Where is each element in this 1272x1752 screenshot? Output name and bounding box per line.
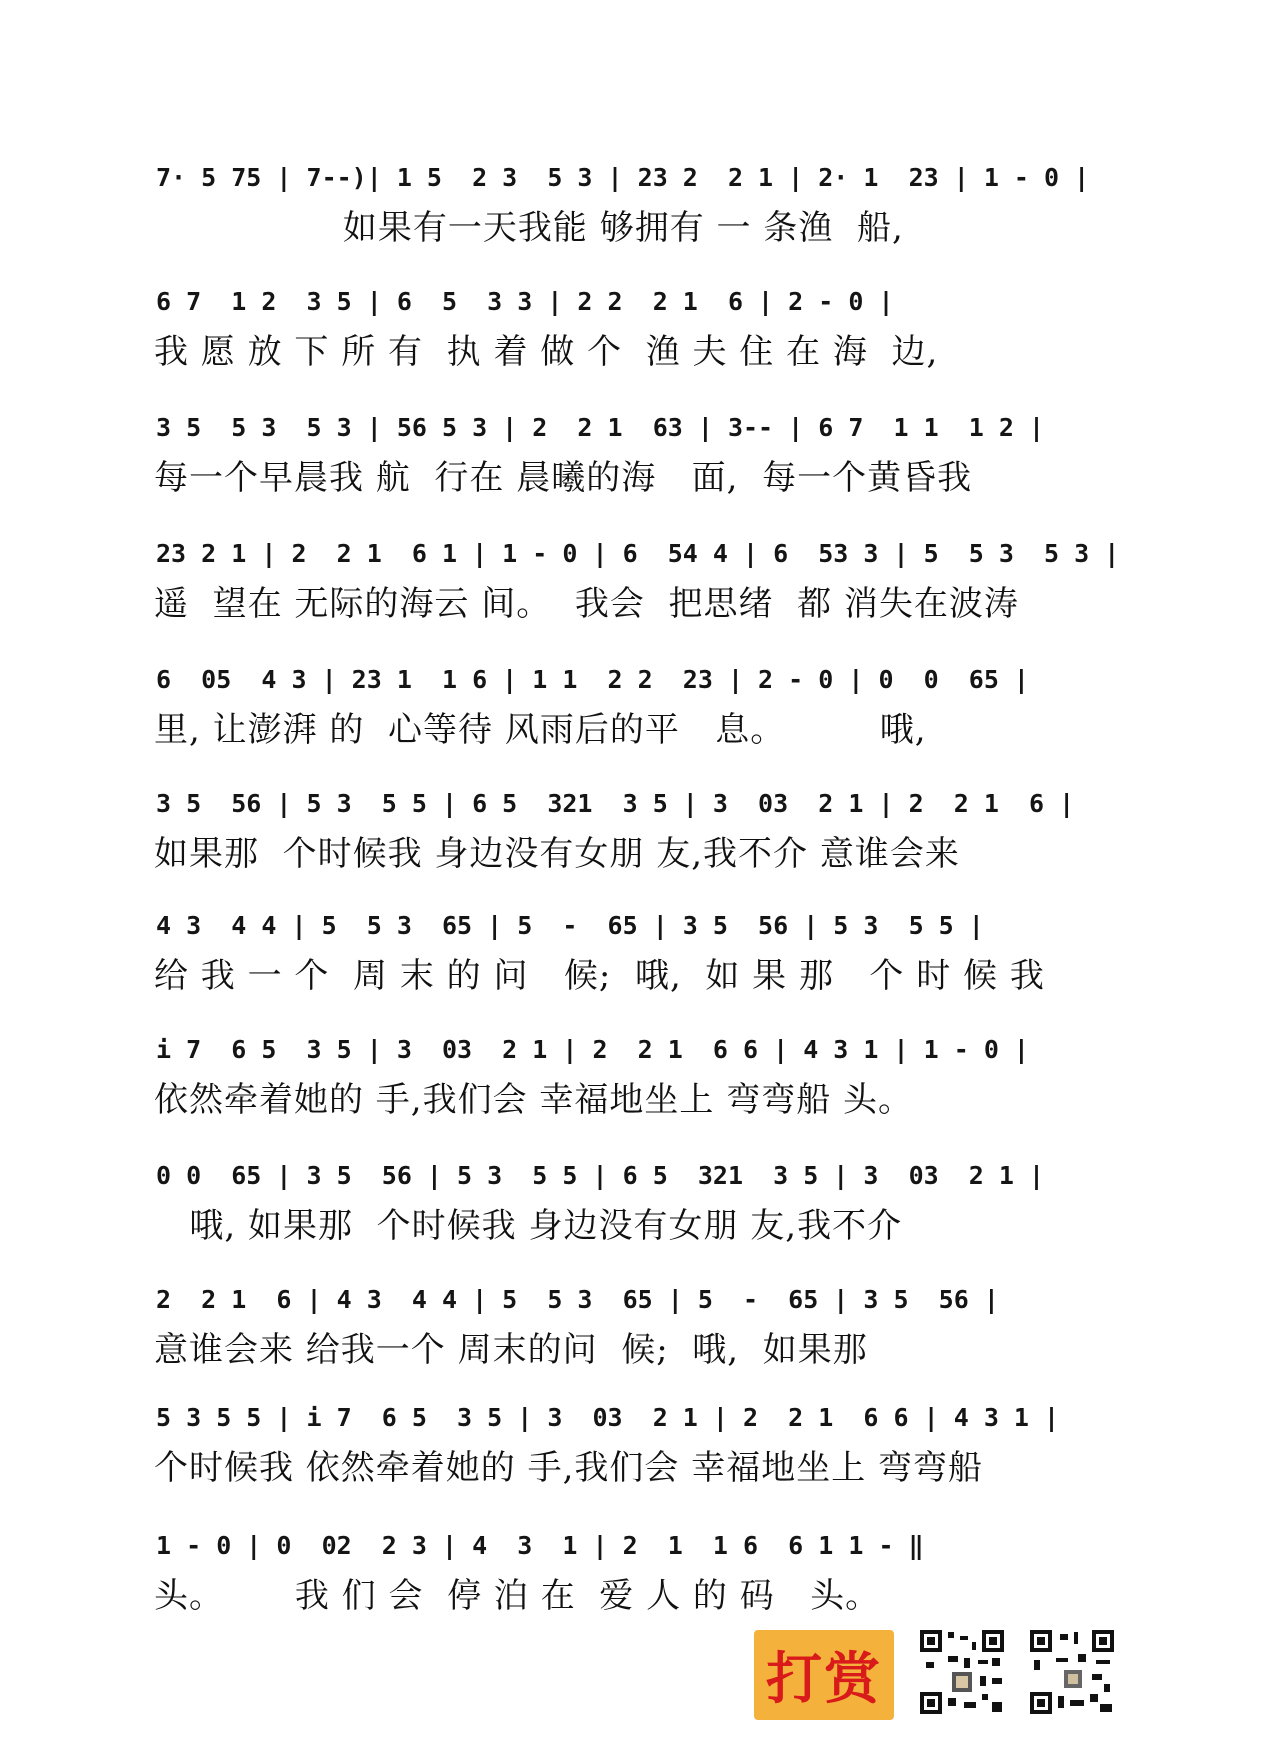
- lyric-line-6: 如果那 个时候我 身边没有女朋 友,我不介 意谁会来: [154, 834, 960, 874]
- notation-line-11: 5 3 5 5 | i 7 6 5 3 5 | 3 03 2 1 | 2 2 1 6 6 | 4 3 1 |: [156, 1403, 1060, 1432]
- notation-line-9: 0 0 65 | 3 5 56 | 5 3 5 5 | 6 5 321 3 5 | 3 03 2 1 |: [156, 1161, 1045, 1190]
- qr-code-icon: [1028, 1628, 1116, 1716]
- notation-line-2: 6 7 1 2 3 5 | 6 5 3 3 | 2 2 2 1 6 | 2 - 0 |: [156, 287, 894, 316]
- lyric-line-7: 给 我 一 个 周 末 的 问 候; 哦, 如 果 那 个 时 候 我: [154, 956, 1045, 996]
- notation-line-1: 7· 5 75 | 7--)| 1 5 2 3 5 3 | 23 2 2 1 | 2· 1 23 | 1 - 0 |: [156, 163, 1090, 192]
- lyric-line-9: 哦, 如果那 个时候我 身边没有女朋 友,我不介: [154, 1206, 903, 1246]
- lyric-line-1: 如果有一天我能 够拥有 一 条渔 船,: [154, 208, 904, 248]
- lyric-line-8: 依然牵着她的 手,我们会 幸福地坐上 弯弯船 头。: [154, 1080, 914, 1120]
- qr-code-icon: [918, 1628, 1006, 1716]
- lyric-line-11: 个时候我 依然牵着她的 手,我们会 幸福地坐上 弯弯船: [154, 1448, 984, 1488]
- notation-line-3: 3 5 5 3 5 3 | 56 5 3 | 2 2 1 63 | 3-- | 6 7 1 1 1 2 |: [156, 413, 1045, 442]
- lyric-line-10: 意谁会来 给我一个 周末的问 候; 哦, 如果那: [154, 1330, 868, 1370]
- notation-line-5: 6 05 4 3 | 23 1 1 6 | 1 1 2 2 23 | 2 - 0 | 0 0 65 |: [156, 665, 1029, 694]
- notation-line-6: 3 5 56 | 5 3 5 5 | 6 5 321 3 5 | 3 03 2 1 | 2 2 1 6 |: [156, 789, 1075, 818]
- lyric-line-2: 我 愿 放 下 所 有 执 着 做 个 渔 夫 住 在 海 边,: [154, 332, 939, 372]
- lyric-line-3: 每一个早晨我 航 行在 晨曦的海 面, 每一个黄昏我: [154, 458, 973, 498]
- lyric-line-12: 头。 我 们 会 停 泊 在 爱 人 的 码 头。: [154, 1576, 881, 1616]
- notation-line-8: i 7 6 5 3 5 | 3 03 2 1 | 2 2 1 6 6 | 4 3 1 | 1 - 0 |: [156, 1035, 1029, 1064]
- notation-line-12: 1 - 0 | 0 02 2 3 | 4 3 1 | 2 1 1 6 6 1 1 - ‖: [156, 1531, 924, 1560]
- notation-line-7: 4 3 4 4 | 5 5 3 65 | 5 - 65 | 3 5 56 | 5 3 5 5 |: [156, 911, 984, 940]
- lyric-line-4: 遥 望在 无际的海云 间。 我会 把思绪 都 消失在波涛: [154, 584, 1019, 624]
- notation-line-10: 2 2 1 6 | 4 3 4 4 | 5 5 3 65 | 5 - 65 | 3 5 56 |: [156, 1285, 999, 1314]
- lyric-line-5: 里, 让澎湃 的 心等待 风雨后的平 息。 哦,: [154, 710, 927, 750]
- notation-line-4: 23 2 1 | 2 2 1 6 1 | 1 - 0 | 6 54 4 | 6 53 3 | 5 5 3 5 3 |: [156, 539, 1120, 568]
- tip-button[interactable]: 打赏: [754, 1630, 894, 1720]
